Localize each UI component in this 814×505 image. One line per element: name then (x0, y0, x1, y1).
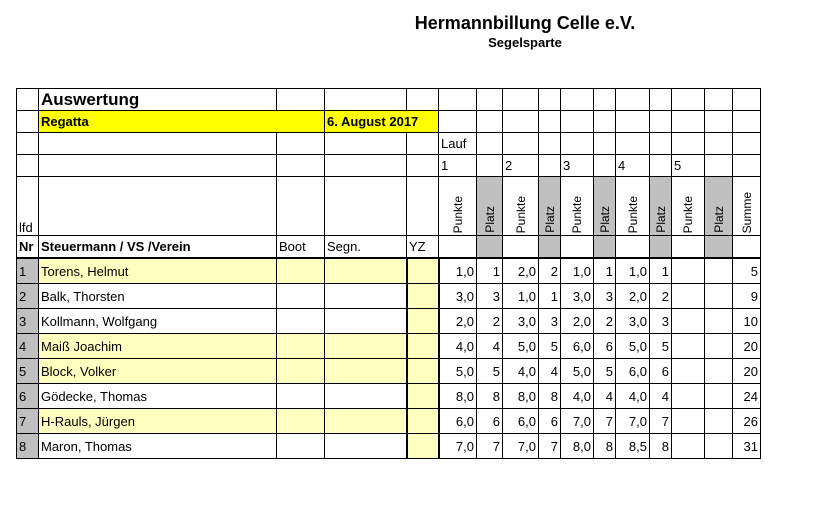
row-platz-2[interactable]: 6 (539, 409, 561, 434)
cell[interactable] (325, 89, 407, 111)
row-punkte-3[interactable]: 3,0 (561, 284, 594, 309)
cell[interactable] (672, 133, 705, 155)
row-punkte-1[interactable]: 8,0 (439, 384, 477, 409)
cell[interactable] (39, 133, 277, 155)
row-yz[interactable] (407, 384, 439, 409)
col-platz-2[interactable]: Platz (539, 177, 561, 236)
col-platz-5[interactable]: Platz (705, 177, 733, 236)
row-platz-3[interactable]: 3 (594, 284, 616, 309)
heading-row (17, 89, 761, 111)
row-punkte-1[interactable]: 2,0 (439, 309, 477, 334)
col-summe[interactable]: Summe (733, 177, 761, 236)
cell[interactable] (616, 111, 650, 133)
row-summe[interactable]: 24 (733, 384, 761, 409)
row-platz-4[interactable]: 4 (650, 384, 672, 409)
row-punkte-4[interactable]: 4,0 (616, 384, 650, 409)
row-punkte-2[interactable]: 6,0 (503, 409, 539, 434)
row-name[interactable]: Gödecke, Thomas (39, 384, 277, 409)
row-punkte-5[interactable] (672, 409, 705, 434)
cell[interactable] (39, 177, 277, 236)
cell[interactable] (561, 133, 594, 155)
row-punkte-1[interactable]: 1,0 (439, 258, 477, 284)
row-nr[interactable]: 6 (17, 384, 39, 409)
row-yz[interactable] (407, 334, 439, 359)
cell[interactable] (705, 89, 733, 111)
row-punkte-5[interactable] (672, 284, 705, 309)
row-name[interactable]: Kollmann, Wolfgang (39, 309, 277, 334)
row-yz[interactable] (407, 284, 439, 309)
row-boot[interactable] (277, 334, 325, 359)
row-name[interactable]: Torens, Helmut (39, 258, 277, 284)
row-punkte-2[interactable]: 1,0 (503, 284, 539, 309)
col-yz[interactable]: YZ (407, 236, 439, 259)
lfd-label[interactable]: lfd (17, 177, 39, 236)
row-punkte-1[interactable]: 6,0 (439, 409, 477, 434)
row-punkte-1[interactable]: 5,0 (439, 359, 477, 384)
row-nr[interactable]: 4 (17, 334, 39, 359)
row-punkte-3[interactable]: 4,0 (561, 384, 594, 409)
cell[interactable] (439, 89, 477, 111)
column-header-row (17, 177, 761, 236)
cell[interactable] (503, 236, 539, 259)
cell[interactable] (733, 133, 761, 155)
row-platz-1[interactable]: 5 (477, 359, 503, 384)
col-platz-3[interactable]: Platz (594, 177, 616, 236)
row-nr[interactable]: 2 (17, 284, 39, 309)
cell[interactable] (539, 236, 561, 259)
cell[interactable] (539, 89, 561, 111)
row-punkte-3[interactable]: 8,0 (561, 434, 594, 459)
row-punkte-1[interactable]: 7,0 (439, 434, 477, 459)
row-boot[interactable] (277, 258, 325, 284)
row-platz-1[interactable]: 8 (477, 384, 503, 409)
row-name[interactable]: Balk, Thorsten (39, 284, 277, 309)
row-summe[interactable]: 5 (733, 258, 761, 284)
row-name[interactable]: Maiß Joachim (39, 334, 277, 359)
row-platz-2[interactable]: 7 (539, 434, 561, 459)
row-punkte-1[interactable]: 3,0 (439, 284, 477, 309)
row-summe[interactable]: 10 (733, 309, 761, 334)
row-platz-3[interactable]: 8 (594, 434, 616, 459)
row-nr[interactable]: 3 (17, 309, 39, 334)
table-row (17, 334, 761, 359)
cell[interactable] (650, 89, 672, 111)
row-punkte-3[interactable]: 6,0 (561, 334, 594, 359)
row-platz-5[interactable] (705, 334, 733, 359)
row-platz-4[interactable]: 3 (650, 309, 672, 334)
cell[interactable] (277, 177, 325, 236)
row-platz-1[interactable]: 4 (477, 334, 503, 359)
row-punkte-5[interactable] (672, 359, 705, 384)
lauf-number-3[interactable]: 3 (561, 155, 594, 177)
row-platz-2[interactable]: 2 (539, 258, 561, 284)
row-segn[interactable] (325, 409, 407, 434)
row-platz-1[interactable]: 7 (477, 434, 503, 459)
row-platz-3[interactable]: 5 (594, 359, 616, 384)
row-segn[interactable] (325, 434, 407, 459)
table-row (17, 284, 761, 309)
row-segn[interactable] (325, 359, 407, 384)
cell[interactable] (594, 89, 616, 111)
cell[interactable] (477, 236, 503, 259)
row-boot[interactable] (277, 409, 325, 434)
row-punkte-4[interactable]: 3,0 (616, 309, 650, 334)
lauf-label[interactable]: Lauf (439, 133, 477, 155)
table-row (17, 384, 761, 409)
cell[interactable] (539, 155, 561, 177)
row-platz-3[interactable]: 6 (594, 334, 616, 359)
row-nr[interactable]: 5 (17, 359, 39, 384)
cell[interactable] (407, 133, 439, 155)
table-row (17, 434, 761, 459)
club-subtitle: Segelsparte (488, 35, 562, 50)
row-platz-4[interactable]: 1 (650, 258, 672, 284)
cell[interactable] (561, 236, 594, 259)
lauf-number-4[interactable]: 4 (616, 155, 650, 177)
row-segn[interactable] (325, 384, 407, 409)
row-punkte-2[interactable]: 8,0 (503, 384, 539, 409)
row-segn[interactable] (325, 284, 407, 309)
row-boot[interactable] (277, 384, 325, 409)
row-yz[interactable] (407, 258, 439, 284)
cell[interactable] (705, 133, 733, 155)
lauf-number-1[interactable]: 1 (439, 155, 477, 177)
cell[interactable] (705, 236, 733, 259)
cell[interactable] (733, 236, 761, 259)
regatta-row (17, 111, 761, 133)
row-platz-1[interactable]: 3 (477, 284, 503, 309)
cell[interactable] (733, 89, 761, 111)
cell[interactable] (561, 89, 594, 111)
row-platz-3[interactable]: 1 (594, 258, 616, 284)
lauf-number-row (17, 155, 761, 177)
cell[interactable] (277, 133, 325, 155)
row-platz-3[interactable]: 2 (594, 309, 616, 334)
row-punkte-3[interactable]: 1,0 (561, 258, 594, 284)
row-punkte-4[interactable]: 5,0 (616, 334, 650, 359)
row-platz-1[interactable]: 6 (477, 409, 503, 434)
cell[interactable] (650, 111, 672, 133)
row-platz-2[interactable]: 4 (539, 359, 561, 384)
col-steuermann[interactable]: Steuermann / VS /Verein (39, 236, 277, 259)
row-name[interactable]: Maron, Thomas (39, 434, 277, 459)
col-segn[interactable]: Segn. (325, 236, 407, 259)
cell[interactable] (277, 155, 325, 177)
row-summe[interactable]: 26 (733, 409, 761, 434)
row-punkte-4[interactable]: 6,0 (616, 359, 650, 384)
cell[interactable] (672, 236, 705, 259)
col-platz-4[interactable]: Platz (650, 177, 672, 236)
row-punkte-2[interactable]: 5,0 (503, 334, 539, 359)
lauf-row (17, 133, 761, 155)
row-platz-1[interactable]: 2 (477, 309, 503, 334)
cell[interactable] (705, 155, 733, 177)
row-punkte-1[interactable]: 4,0 (439, 334, 477, 359)
cell[interactable] (477, 155, 503, 177)
row-boot[interactable] (277, 284, 325, 309)
cell[interactable] (17, 111, 39, 133)
cell[interactable] (407, 89, 439, 111)
cell[interactable] (439, 111, 477, 133)
row-segn[interactable] (325, 334, 407, 359)
cell[interactable] (17, 89, 39, 111)
row-summe[interactable]: 20 (733, 359, 761, 384)
cell[interactable] (594, 111, 616, 133)
row-punkte-5[interactable] (672, 384, 705, 409)
sheet-heading[interactable]: Auswertung (39, 89, 277, 111)
row-platz-3[interactable]: 7 (594, 409, 616, 434)
cell[interactable] (277, 89, 325, 111)
row-boot[interactable] (277, 434, 325, 459)
cell[interactable] (325, 133, 407, 155)
row-segn[interactable] (325, 258, 407, 284)
row-platz-4[interactable]: 5 (650, 334, 672, 359)
cell[interactable] (733, 111, 761, 133)
lauf-number-2[interactable]: 2 (503, 155, 539, 177)
row-punkte-4[interactable]: 8,5 (616, 434, 650, 459)
row-punkte-5[interactable] (672, 258, 705, 284)
col-punkte-2[interactable]: Punkte (503, 177, 539, 236)
cell[interactable] (650, 236, 672, 259)
row-punkte-4[interactable]: 7,0 (616, 409, 650, 434)
col-punkte-3[interactable]: Punkte (561, 177, 594, 236)
row-nr[interactable]: 8 (17, 434, 39, 459)
cell[interactable] (650, 133, 672, 155)
cell[interactable] (325, 177, 407, 236)
results-sheet (16, 88, 761, 459)
cell[interactable] (650, 155, 672, 177)
cell[interactable] (325, 155, 407, 177)
col-nr[interactable]: Nr (17, 236, 39, 259)
row-platz-2[interactable]: 8 (539, 384, 561, 409)
table-row (17, 359, 761, 384)
row-platz-5[interactable] (705, 359, 733, 384)
row-platz-5[interactable] (705, 258, 733, 284)
row-platz-5[interactable] (705, 384, 733, 409)
row-name[interactable]: Block, Volker (39, 359, 277, 384)
row-punkte-5[interactable] (672, 309, 705, 334)
row-punkte-2[interactable]: 7,0 (503, 434, 539, 459)
cell[interactable] (616, 236, 650, 259)
cell[interactable] (616, 89, 650, 111)
col-punkte-1[interactable]: Punkte (439, 177, 477, 236)
row-yz[interactable] (407, 409, 439, 434)
lauf-number-5[interactable]: 5 (672, 155, 705, 177)
row-platz-3[interactable]: 4 (594, 384, 616, 409)
row-punkte-5[interactable] (672, 334, 705, 359)
field-header-row (17, 236, 761, 259)
cell[interactable] (477, 133, 503, 155)
regatta-date[interactable]: 6. August 2017 (325, 111, 439, 133)
cell[interactable] (594, 155, 616, 177)
cell[interactable] (439, 236, 477, 259)
row-yz[interactable] (407, 309, 439, 334)
row-boot[interactable] (277, 359, 325, 384)
cell[interactable] (705, 111, 733, 133)
row-platz-1[interactable]: 1 (477, 258, 503, 284)
row-punkte-3[interactable]: 5,0 (561, 359, 594, 384)
cell[interactable] (503, 89, 539, 111)
row-platz-2[interactable]: 5 (539, 334, 561, 359)
row-name[interactable]: H-Rauls, Jürgen (39, 409, 277, 434)
row-nr[interactable]: 7 (17, 409, 39, 434)
row-punkte-2[interactable]: 4,0 (503, 359, 539, 384)
cell[interactable] (733, 155, 761, 177)
cell[interactable] (17, 155, 39, 177)
row-platz-4[interactable]: 2 (650, 284, 672, 309)
cell[interactable] (561, 111, 594, 133)
row-yz[interactable] (407, 359, 439, 384)
row-punkte-4[interactable]: 2,0 (616, 284, 650, 309)
row-platz-5[interactable] (705, 434, 733, 459)
col-punkte-4[interactable]: Punkte (616, 177, 650, 236)
cell[interactable] (477, 89, 503, 111)
cell[interactable] (477, 111, 503, 133)
cell[interactable] (616, 133, 650, 155)
row-platz-4[interactable]: 8 (650, 434, 672, 459)
cell[interactable] (407, 177, 439, 236)
cell[interactable] (407, 155, 439, 177)
row-punkte-2[interactable]: 2,0 (503, 258, 539, 284)
row-summe[interactable]: 20 (733, 334, 761, 359)
row-summe[interactable]: 31 (733, 434, 761, 459)
row-platz-4[interactable]: 7 (650, 409, 672, 434)
row-punkte-2[interactable]: 3,0 (503, 309, 539, 334)
col-boot[interactable]: Boot (277, 236, 325, 259)
row-platz-2[interactable]: 1 (539, 284, 561, 309)
cell[interactable] (539, 133, 561, 155)
cell[interactable] (39, 155, 277, 177)
row-platz-5[interactable] (705, 409, 733, 434)
row-platz-4[interactable]: 6 (650, 359, 672, 384)
col-punkte-5[interactable]: Punkte (672, 177, 705, 236)
row-boot[interactable] (277, 309, 325, 334)
col-platz-1[interactable]: Platz (477, 177, 503, 236)
cell[interactable] (503, 133, 539, 155)
row-punkte-5[interactable] (672, 434, 705, 459)
row-yz[interactable] (407, 434, 439, 459)
club-title: Hermannbillung Celle e.V. (414, 13, 636, 33)
cell[interactable] (672, 89, 705, 111)
row-platz-5[interactable] (705, 284, 733, 309)
row-punkte-4[interactable]: 1,0 (616, 258, 650, 284)
row-platz-2[interactable]: 3 (539, 309, 561, 334)
table-row (17, 409, 761, 434)
cell[interactable] (503, 111, 539, 133)
row-punkte-3[interactable]: 7,0 (561, 409, 594, 434)
cell[interactable] (672, 111, 705, 133)
row-punkte-3[interactable]: 2,0 (561, 309, 594, 334)
cell[interactable] (594, 133, 616, 155)
cell[interactable] (594, 236, 616, 259)
row-segn[interactable] (325, 309, 407, 334)
row-nr[interactable]: 1 (17, 258, 39, 284)
cell[interactable] (17, 133, 39, 155)
row-platz-5[interactable] (705, 309, 733, 334)
table-row (17, 258, 761, 284)
regatta-label[interactable]: Regatta (39, 111, 325, 133)
cell[interactable] (539, 111, 561, 133)
row-summe[interactable]: 9 (733, 284, 761, 309)
table-row (17, 309, 761, 334)
